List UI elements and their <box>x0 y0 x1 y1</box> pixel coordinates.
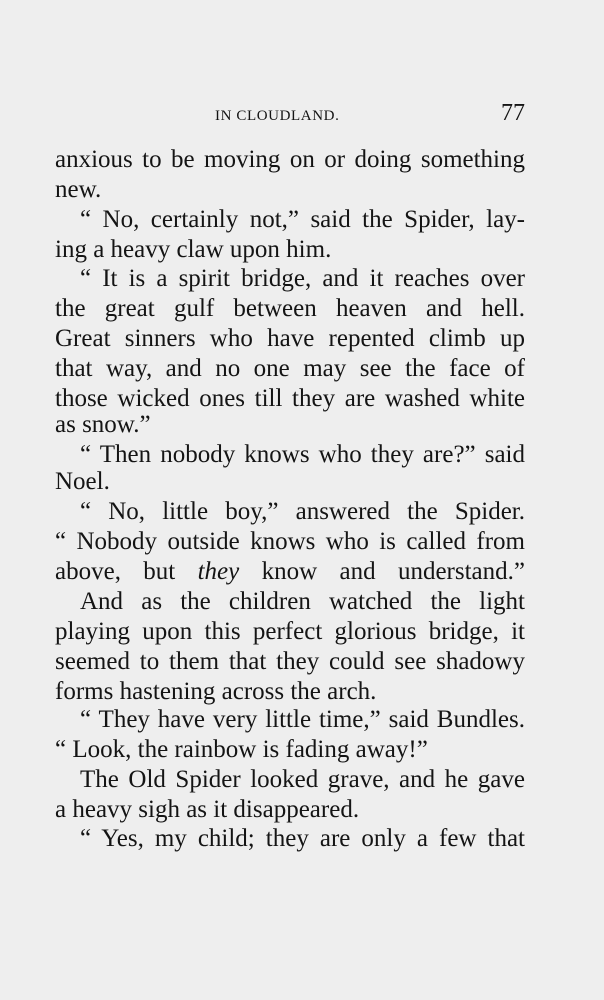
running-head: IN CLOUDLAND. <box>215 108 340 124</box>
text-line: “ They have very little time,” said Bundles. <box>80 706 525 733</box>
text-line: Noel. <box>55 468 110 495</box>
text-run: know and understand.” <box>239 558 525 585</box>
text-line: as snow.” <box>55 411 151 438</box>
text-line: “ No, little boy,” answered the Spider. <box>80 498 525 525</box>
text-line: “ Nobody outside knows who is called from <box>55 528 525 555</box>
text-line: the great gulf between heaven and hell. <box>55 295 525 322</box>
text-line: “ No, certainly not,” said the Spider, lay- <box>80 206 525 233</box>
page-number: 77 <box>501 100 525 126</box>
text-line: anxious to be moving on or doing something <box>55 146 525 173</box>
italic-emphasis: they <box>197 558 240 585</box>
text-line: “ Look, the rainbow is fading away!” <box>55 736 428 763</box>
text-line: a heavy sigh as it disappeared. <box>55 796 360 823</box>
text-line: seemed to them that they could see shadowy <box>55 648 525 675</box>
page-header <box>55 100 525 134</box>
text-line: forms hastening across the arch. <box>55 678 377 705</box>
text-line: The Old Spider looked grave, and he gave <box>80 766 525 793</box>
text-line: ing a heavy claw upon him. <box>55 236 332 263</box>
text-line: “ It is a spirit bridge, and it reaches over <box>80 265 525 292</box>
text-line: “ Yes, my child; they are only a few that <box>80 825 525 852</box>
text-line: playing upon this perfect glorious bridge, it <box>55 618 525 645</box>
text-line: Great sinners who have repented climb up <box>55 325 525 352</box>
text-line: And as the children watched the light <box>80 588 525 615</box>
text-line: that way, and no one may see the face of <box>55 355 525 382</box>
text-run: above, but <box>55 558 198 585</box>
text-line: new. <box>55 176 102 203</box>
text-line: those wicked ones till they are washed white <box>55 385 525 412</box>
text-line: “ Then nobody knows who they are?” said <box>80 441 525 468</box>
text-line <box>55 557 525 587</box>
